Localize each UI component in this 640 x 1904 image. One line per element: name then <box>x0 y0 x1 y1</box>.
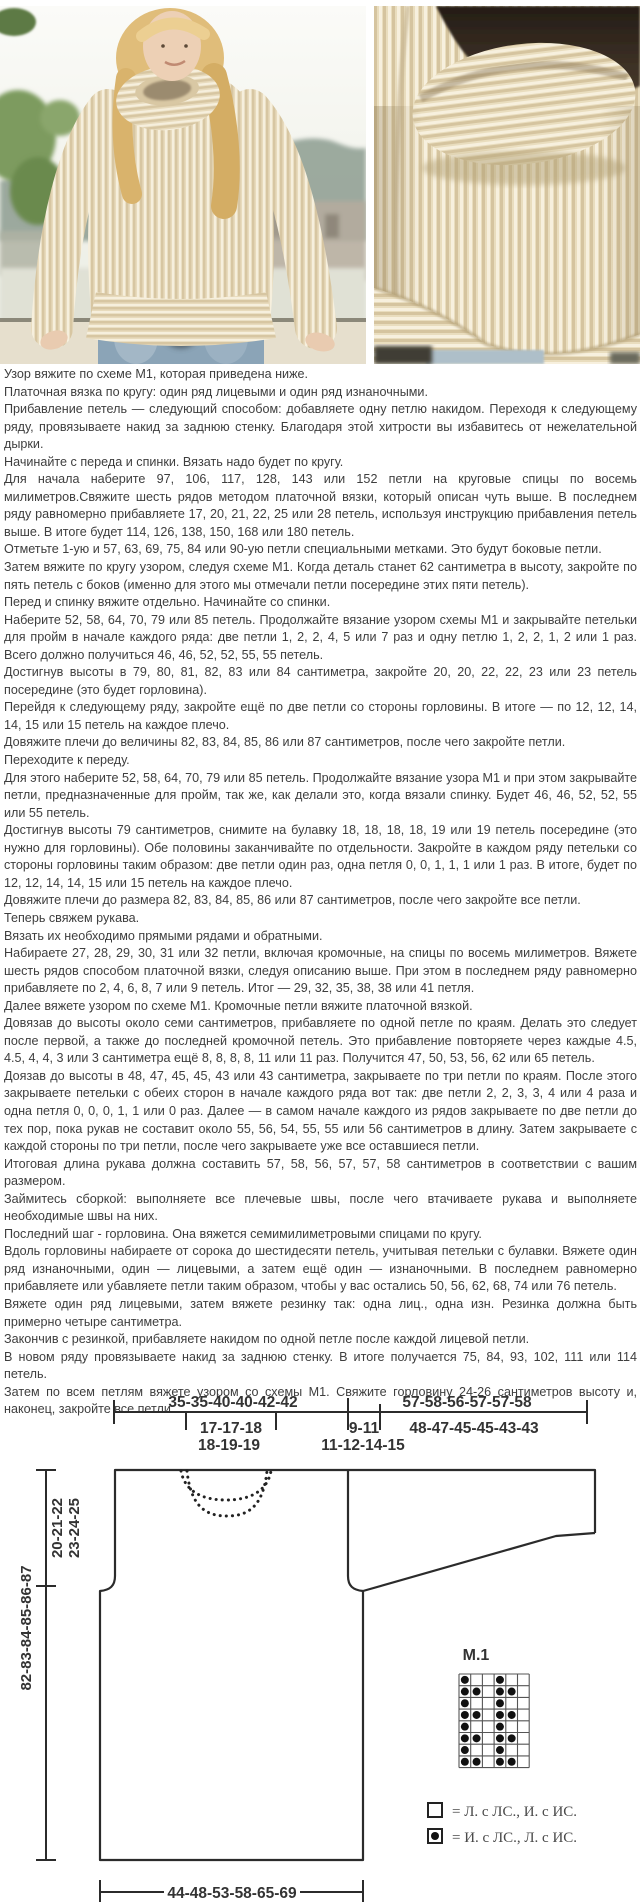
chart-legend <box>428 1803 577 1846</box>
purl-dot <box>461 1723 469 1731</box>
purl-dot <box>496 1711 504 1719</box>
instruction-paragraph: Последний шаг - горловина. Она вяжется семимилиметровыми спицами по кругу. <box>4 1226 482 1241</box>
instruction-paragraph: Перед и спинку вяжите отдельно. Начинайте со спинки. <box>4 595 331 610</box>
instruction-paragraph: Прибавление петель — следующий способом: добавляете одну петлю накидом. Переходя к следующему ряду, провязываете накид за заднюю стенку. Благодаря этой хитрости вы избавитесь от нежелательной дырки. <box>4 402 637 452</box>
instruction-paragraph: Довязав до высоты около семи сантиметров, прибавляете по одной петле по краям. Делать это следует после первой, а также до последней кромочной петель. Это прибавление повторяете через каждые 4.5, 4.5, 4, 4, 3 или 3 сантиметра ещё 8, 8, 8, 8, 11 или 11 раз. Получится 47, 50, 53, 56, 62 или 65 петель. <box>4 1016 637 1066</box>
instruction-paragraph: Отметьте 1-ую и 57, 63, 69, 75, 84 или 90-ую петли специальными метками. Это будут боковые петли. <box>4 542 602 557</box>
measure-armhole-1: 9-11 <box>348 1420 380 1437</box>
purl-dot <box>496 1746 504 1754</box>
jeans-strip <box>426 350 544 364</box>
instruction-paragraph: Достигнув высоты в 79, 80, 81, 82, 83 или 84 сантиметра, закройте 20, 20, 22, 22, 23 или 23 петель посередине (это будет горловина). <box>4 665 637 697</box>
measure-armhole-2: 11-12-14-15 <box>321 1437 405 1454</box>
measure-neck-1: 17-17-18 <box>199 1420 263 1437</box>
measure-bottom-width: 44-48-53-58-65-69 <box>167 1885 297 1902</box>
instruction-paragraph: Вдоль горловины набираете от сорока до шестидесяти петель, учитывая петельки с булавки. Вяжете один ряд изнаночными, один — лицевыми, а затем ещё один — изнаночными. В последнем равномерно прибавляете или убавляете петли таким образом, чтобы у вас остались 50, 56, 62, 68, 74 или 76 петель. <box>4 1244 637 1294</box>
purl-dot <box>461 1746 469 1754</box>
instruction-paragraph: Достигнув высоты 79 сантиметров, снимите на булавку 18, 18, 18, 18, 19 или 19 петель посередине (это нужно для горловины). Обе половины заканчивайте по отдельности. Закройте в каждом ряду петельки со стороны горловины таким образом: две петли один раз, одна петля 0, 0, 1, 1, 1 или 1 раз. В итоге, будет по 12, 12, 14, 14, 15 или 15 петель на каждое плечо. <box>4 823 637 890</box>
purl-dot <box>461 1699 469 1707</box>
photo-sweater-closeup-art <box>374 6 640 364</box>
photo-sweater-closeup <box>374 6 640 364</box>
purl-dot <box>496 1758 504 1766</box>
instruction-paragraph: Для начала наберите 97, 106, 117, 128, 143 или 152 петли на круговые спицы по восемь милиметров.Свяжите шесть рядов методом платочной вязки, который описан чуть выше. В последнем ряду равномерно прибавляете 17, 20, 21, 22, 25 или 28 петель, используя инструкцию прибавления петель выше. В итоге будет 114, 126, 138, 150, 168 или 180 петель. <box>4 472 637 539</box>
eye-left <box>161 44 165 48</box>
shadow-corner-right <box>610 352 640 364</box>
instruction-paragraph: Затем по всем петлям вяжете узором со схемы М1. Свяжите горловину 24-26 сантиметров высоту и, наконец, закройте все петли. <box>4 1384 637 1417</box>
photo-model-front <box>0 6 366 364</box>
measure-body-height: 82-83-84-85-86-87 <box>18 1565 35 1691</box>
purl-dot <box>496 1688 504 1696</box>
instruction-paragraph: Вязать их необходимо прямыми рядами и обратными. <box>4 928 323 943</box>
instruction-paragraph: Начинайте с переда и спинки. Вязать надо будет по кругу. <box>4 454 344 469</box>
purl-dot <box>508 1734 516 1742</box>
measure-sleeve-side: 48-47-45-45-43-43 <box>409 1420 539 1437</box>
purl-dot <box>461 1688 469 1696</box>
schematic-diagram <box>0 1390 640 1904</box>
purl-dot <box>461 1676 469 1684</box>
instruction-paragraph: Переходите к переду. <box>4 753 130 768</box>
measure-sleeve-top: 57-58-56-57-57-58 <box>402 1394 532 1411</box>
instruction-paragraph: Закончив с резинкой, прибавляете накидом по одной петле после каждой лицевой петли. <box>4 1332 530 1347</box>
instruction-paragraph: Для этого наберите 52, 58, 64, 70, 79 или 85 петель. Продолжайте вязание узора М1 и при этом закрывайте петли, предназначенные для пройм, так же, как делали это, когда вязали спинку. Будет 46, 46, 52, 52, 55 или 55 петель. <box>4 770 637 820</box>
m1-chart-grid <box>459 1674 529 1768</box>
purl-dot <box>508 1758 516 1766</box>
measure-yoke-2: 23-24-25 <box>66 1497 83 1559</box>
instruction-paragraph: Узор вяжите по схеме М1, которая приведена ниже. <box>4 367 309 381</box>
measure-yoke-1: 20-21-22 <box>49 1497 66 1559</box>
measure-neck-2: 18-19-19 <box>197 1437 261 1454</box>
garment-outline <box>100 1470 595 1860</box>
instruction-paragraph: Доязав до высоты в 48, 47, 45, 45, 43 или 43 сантиметра, закрываете по три петли по краям. После этого закрываете петельки с обеих сторон в начале каждого ряда вот так: две петли 2, 2, 3, 3, 4 или 4 раза и одна петля 0, 0, 0, 1, 1 или 0 раз. Далее — в самом начале каждого из рядов закрываете по две петли до тех пор, пока рукав не составит около 55, 56, 54, 55, 55 или 56 сантиметров в длину. Затем закрываете с каждой стороны по три петли, после чего закрываете уже все оставшиеся петли. <box>4 1068 637 1154</box>
instruction-paragraph: Довяжите плечи до величины 82, 83, 84, 85, 86 или 87 сантиметров, после чего закройте петли. <box>4 735 566 750</box>
purl-dot <box>473 1711 481 1719</box>
purl-dot <box>496 1723 504 1731</box>
instruction-paragraph: Набираете 27, 28, 29, 30, 31 или 32 петли, включая кромочные, на спицы по восемь милиметров. Вяжете шесть рядов способом платочной вязки, следуя описанию выше. При этом в последнем ряду равномерно прибавляете по 2, 4, 6, 8, 7 или 9 петель. Итог — 29, 32, 35, 38, 38 или 41 петля. <box>4 946 637 996</box>
eye-right <box>184 44 188 48</box>
purl-dot <box>461 1734 469 1742</box>
neckline-back-dotted <box>181 1471 271 1500</box>
instruction-paragraph: Итоговая длина рукава должна составить 57, 58, 56, 57, 57, 58 сантиметров в соответствии с вашим размером. <box>4 1156 637 1189</box>
instruction-paragraph: Затем вяжите по кругу узором, следуя схеме М1. Когда деталь станет 62 сантиметра в высоту, закройте по пять петель с боков (именно для этого мы отмечали петли посередине этих пяти петель). <box>4 560 637 592</box>
purl-dot <box>461 1758 469 1766</box>
instruction-paragraph: Займитесь сборкой: выполняете все плечевые швы, после чего втачиваете рукава и выполняете необходимые швы на них. <box>4 1191 637 1224</box>
instruction-paragraph: Далее вяжете узором по схеме М1. Кромочные петли вяжите платочной вязкой. <box>4 998 473 1013</box>
sweater-hem <box>86 292 276 346</box>
legend-dot-icon <box>431 1832 439 1840</box>
legend-empty-square-icon <box>428 1803 442 1817</box>
purl-dot <box>508 1688 516 1696</box>
instruction-paragraph: Наберите 52, 58, 64, 70, 79 или 85 петель. Продолжайте вязание узором схемы М1 и закрывайте петельки для пройм в начале каждого ряда: две петли 1, 2, 2, 4, 5 или 7 раз и одну петлю 1, 2, 2, 1, 2 или 1 раз. Всего должно получиться 46, 46, 52, 52, 55, 55 петель. <box>4 612 637 662</box>
photo-model-front-art <box>0 6 366 364</box>
purl-dot <box>473 1734 481 1742</box>
purl-dot <box>473 1688 481 1696</box>
shadow-corner-left <box>374 346 432 364</box>
instruction-paragraph: Вяжете один ряд лицевыми, затем вяжете резинку так: одна лиц., одна изн. Резинка должна быть примерно четыре сантиметра. <box>4 1296 637 1329</box>
purl-dot <box>496 1699 504 1707</box>
measure-body-width-top: 35-35-40-40-42-42 <box>168 1394 298 1411</box>
instruction-paragraph: В новом ряду провязываете накид за заднюю стенку. В итоге получается 75, 84, 93, 102, 111 или 114 петель. <box>4 1349 637 1382</box>
purl-dot <box>508 1711 516 1719</box>
instruction-paragraph: Перейдя к следующему ряду, закройте ещё по две петли со стороны горловины. В итоге — по 12, 12, 14, 14, 15 или 15 петель на каждое плечо. <box>4 700 637 732</box>
instruction-paragraph: Платочная вязка по кругу: один ряд лицевыми и один ряд изнаночными. <box>4 384 428 399</box>
purl-dot <box>473 1758 481 1766</box>
purl-dot <box>496 1676 504 1684</box>
pattern-instructions <box>4 366 637 1419</box>
purl-dot <box>461 1711 469 1719</box>
purl-dot <box>496 1734 504 1742</box>
instruction-paragraph: Теперь свяжем рукава. <box>4 910 140 925</box>
chart-title: М.1 <box>462 1647 490 1664</box>
legend-row-2: = И. с ЛС., Л. с ИС. <box>452 1830 578 1846</box>
legend-row-1: = Л. с ЛС., И. с ИС. <box>452 1804 578 1820</box>
instruction-paragraph: Довяжите плечи до размера 82, 83, 84, 85, 86 или 87 сантиметров, после чего закройте все петли. <box>4 893 581 908</box>
